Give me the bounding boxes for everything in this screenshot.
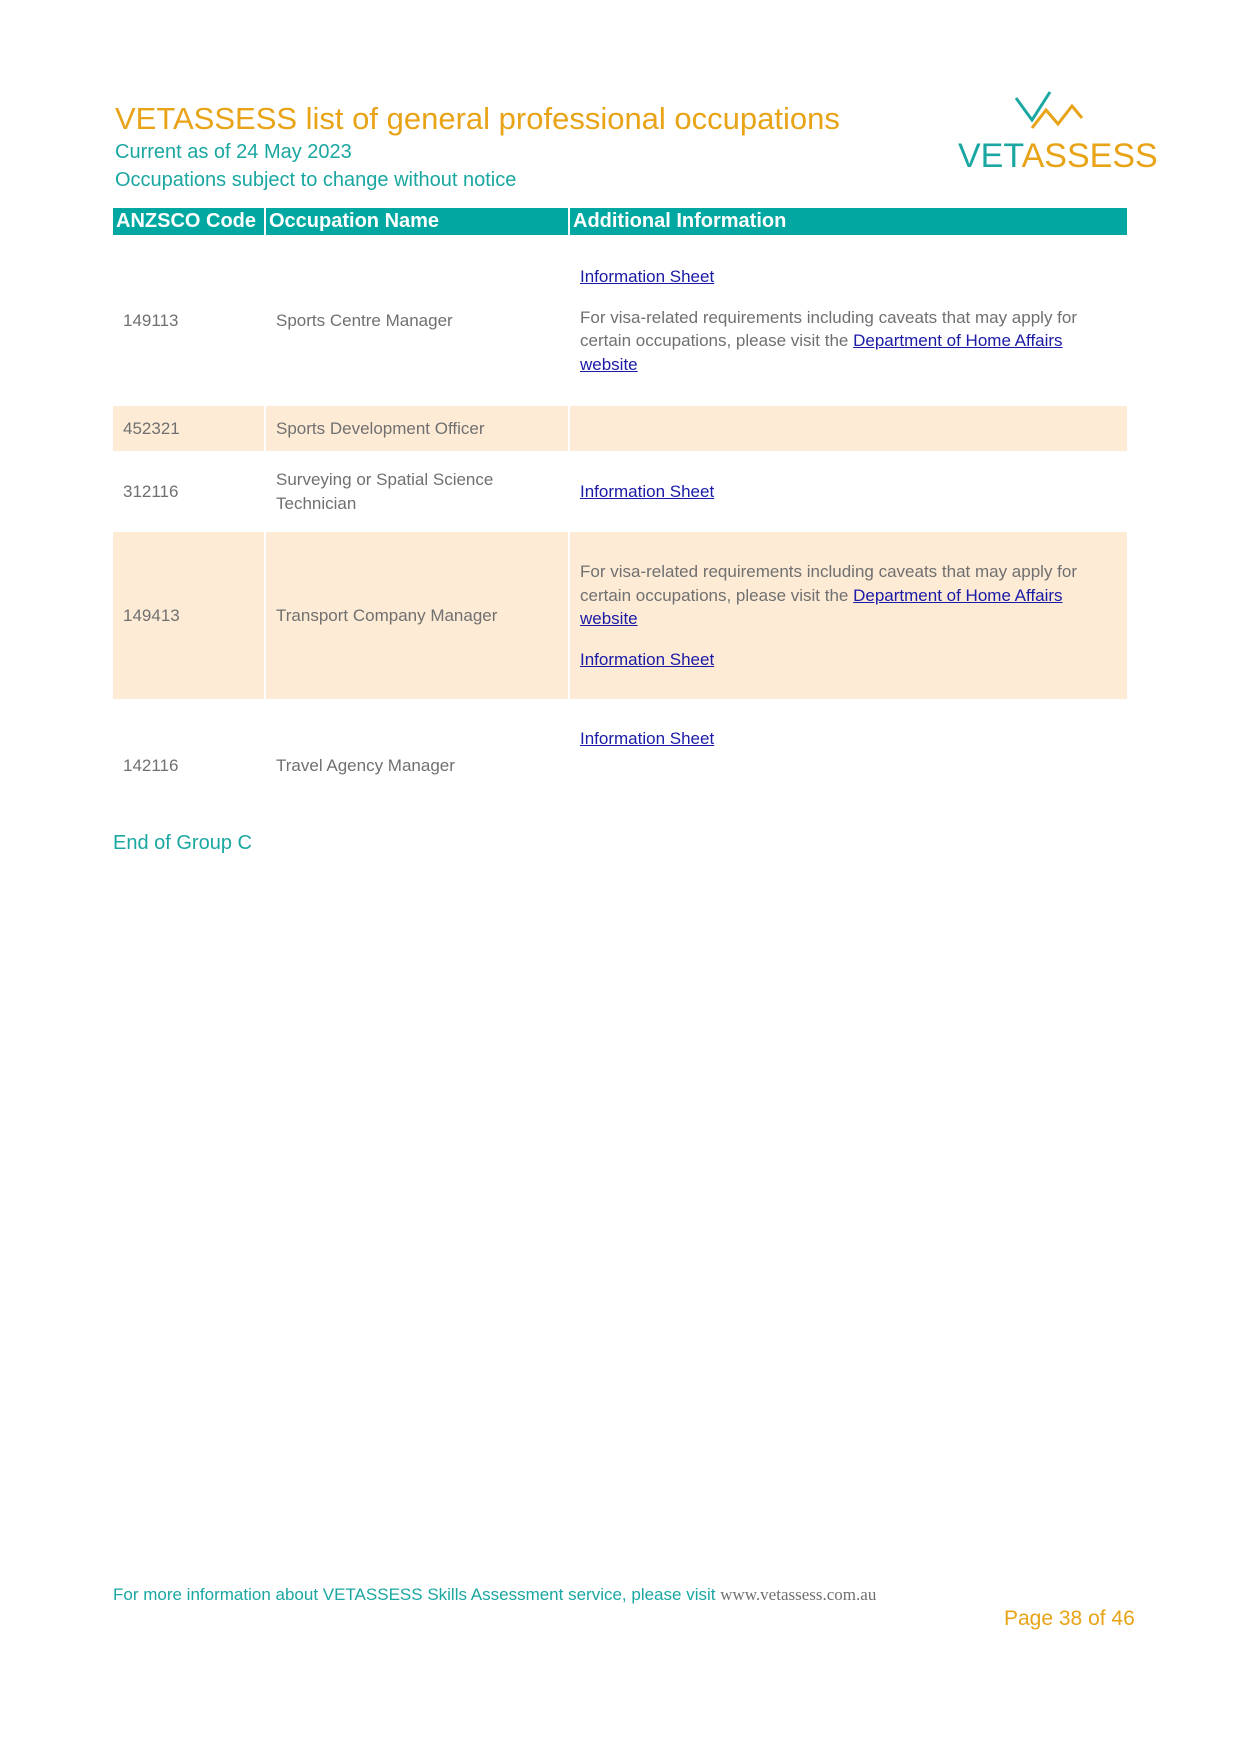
additional-info xyxy=(569,532,1127,699)
vetassess-logo xyxy=(958,88,1158,178)
table-row xyxy=(113,235,1127,406)
end-of-group-label: End of Group C xyxy=(113,832,252,854)
page-title: VETASSESS list of general professional occupations xyxy=(115,101,840,136)
occupation-name: Travel Agency Manager xyxy=(265,699,569,812)
header-anzsco-code: ANZSCO Code xyxy=(113,208,265,235)
visa-text: For visa-related requirements including caveats that may apply for certain occupations, please visit the xyxy=(580,562,1078,605)
additional-info xyxy=(569,406,1127,451)
page-number: Page 38 of 46 xyxy=(1004,1607,1135,1630)
home-affairs-link[interactable]: Department of Home Affairs website xyxy=(580,585,1063,628)
table-row xyxy=(113,699,1127,812)
anzsco-code: 312116 xyxy=(123,481,179,501)
table-header-row xyxy=(113,208,1127,235)
anzsco-code: 452321 xyxy=(113,406,265,451)
footer-text: For more information about VETASSESS Skills Assessment service, please visit xyxy=(113,1585,721,1604)
table-row xyxy=(113,532,1127,699)
occupation-name: Transport Company Manager xyxy=(265,532,569,699)
occupations-table xyxy=(113,208,1127,812)
anzsco-code: 149413 xyxy=(113,532,265,699)
date-subtitle: Current as of 24 May 2023 xyxy=(115,141,352,163)
information-sheet-link[interactable]: Information Sheet xyxy=(580,267,715,286)
header-additional-information: Additional Information xyxy=(569,208,1127,235)
logo-check-icon xyxy=(958,88,1128,138)
footer-url[interactable]: www.vetassess.com.au xyxy=(720,1585,877,1604)
additional-info xyxy=(569,699,1127,812)
additional-info xyxy=(569,235,1127,406)
table-row xyxy=(113,406,1127,451)
table-row xyxy=(113,451,1127,532)
logo-wordmark xyxy=(958,138,1158,174)
information-sheet-link[interactable]: Information Sheet xyxy=(580,481,715,501)
logo-text-assess: ASSESS xyxy=(1021,137,1158,175)
occupation-name: Sports Centre Manager xyxy=(265,235,569,406)
footer xyxy=(113,1585,876,1605)
information-sheet-link[interactable]: Information Sheet xyxy=(580,729,715,748)
anzsco-code: 149113 xyxy=(123,310,179,330)
document-header xyxy=(115,100,840,194)
header-occupation-name: Occupation Name xyxy=(265,208,569,235)
information-sheet-link[interactable]: Information Sheet xyxy=(580,649,715,669)
additional-info xyxy=(569,451,1127,532)
notice-subtitle: Occupations subject to change without notice xyxy=(115,169,517,191)
occupation-name: Surveying or Spatial Science Technician xyxy=(265,451,569,532)
logo-text-vet: VET xyxy=(958,137,1022,175)
home-affairs-link[interactable]: Department of Home Affairs website xyxy=(580,331,1063,374)
occupation-name: Sports Development Officer xyxy=(265,406,569,451)
anzsco-code: 142116 xyxy=(123,755,179,775)
visa-text: For visa-related requirements including caveats that may apply for certain occupations, please visit the xyxy=(580,307,1078,350)
